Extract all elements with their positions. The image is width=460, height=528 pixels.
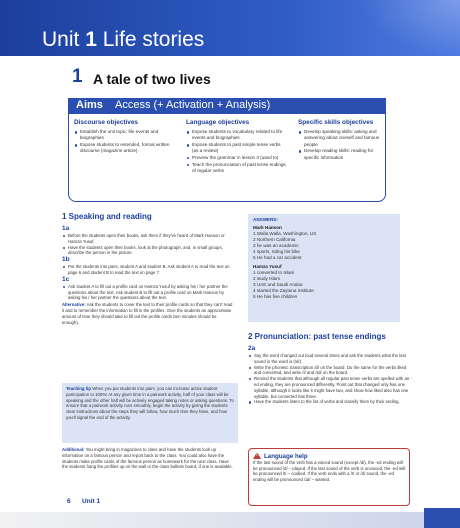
- unit-name: Life stories: [102, 28, 205, 51]
- aims-item: Expose students to extended, formal written discourse (magazine article): [74, 142, 174, 154]
- answers-person: Hamza Yusuf: [253, 264, 282, 269]
- alternative-text: Ask the students to cover the text to their profile cards so that they can't read it and to remember the information to fill in the profiles. Give the students an approximate amount of time they should take to fill out the profile cards (ten minutes should be enough).: [62, 302, 233, 325]
- footer-unit-label: Unit 1: [82, 498, 101, 505]
- answer-item: 2 Northern California: [253, 237, 296, 242]
- exercise-label: 2a: [248, 345, 256, 352]
- instruction-item: Remind the students that although all regular past tense verbs are spelled with an -ed ending, they are pronounced differently. Point out that changed only has one syllable, although it looks like it might have two, and show how liked also has one syllable, but converted has three.: [248, 376, 413, 399]
- tip-label: Teaching tip: [66, 386, 91, 391]
- answers-box: [248, 214, 400, 322]
- aims-item: Expose students to past simple tense verbs (as a review): [186, 142, 286, 154]
- answers-heading: ANSWERS:: [253, 217, 279, 222]
- instruction-item: Have the students listen to the list of verbs and classify them by their ending.: [248, 399, 413, 405]
- answer-item: 1 Walla Walla, Washington, US: [253, 231, 317, 236]
- footer-accent: [424, 508, 460, 528]
- warning-icon: [253, 452, 261, 459]
- aims-item: Expose students to vocabulary related to life events and biographies: [186, 129, 286, 141]
- aims-item: Teach the pronunciation of past tense endings of regular verbs: [186, 162, 286, 174]
- aims-column-heading: Specific skills objectives: [298, 119, 374, 126]
- aims-label: Aims: [76, 99, 103, 111]
- unit-label: Unit: [42, 28, 80, 51]
- additional-label: Additional:: [62, 447, 85, 452]
- instruction-item: Ask student A to fill out a profile card on Hamza Yusuf by asking his / her partner the questions about the text. Ask student B to fill out a profile card on Mark Hanson by asking his / her partner the questions about the text.: [62, 284, 234, 301]
- language-help-text: If the last sound of the verb has a voiced sound (except /d/), the -ed ending will be pronounced /d/ – played. If the last sound of the verb is unvoiced, the -ed will be pronounced /t/ – cooked. If the verb ends with a /t/ or /d/ sound, the -ed ending will be pronounced /ɪd/ – wanted.: [253, 459, 405, 483]
- section-title: 1 Speaking and reading: [62, 212, 152, 221]
- aims-item: Develop reading skills: reading for specific information: [298, 148, 380, 160]
- answer-item: 4 sports, riding his bike: [253, 249, 300, 254]
- aims-column-heading: Language objectives: [186, 119, 250, 126]
- aims-column-skills: [298, 120, 380, 161]
- unit-title: [42, 29, 204, 51]
- alternative-label: Alternative:: [62, 302, 86, 308]
- instruction-item: Have the students open their books, look at the photograph, and, in small groups, describe the person in the picture.: [62, 245, 234, 257]
- answer-item: 5 He had a car accident: [253, 255, 302, 260]
- section-speaking-reading: [62, 212, 234, 325]
- answers-person: Mark Hanson: [253, 225, 282, 230]
- lesson-title: A tale of two lives: [93, 71, 211, 87]
- answer-item: 1 converted to Islam: [253, 270, 295, 275]
- answer-item: 4 started the Zaytuna Institute: [253, 288, 314, 293]
- aims-column-discourse: [74, 120, 174, 155]
- instruction-item: Write the phonetic transcription /d/ on the board. Do the same for the verbs liked and converted, and write /t/ and /ɪd/ on the board.: [248, 365, 413, 377]
- additional-note: [62, 447, 234, 470]
- aims-column-heading: Discourse objectives: [74, 119, 138, 126]
- answer-item: 3 he was an academic: [253, 243, 299, 248]
- exercise-label: 1b: [62, 256, 70, 264]
- instruction-item: Before the students open their books, ask them if they've heard of Mark Hanson or Hamza Yusuf.: [62, 233, 234, 245]
- exercise-label: 1a: [62, 225, 70, 232]
- page-number: 6: [67, 498, 71, 505]
- instruction-item: Put the students into pairs, student A and student B. Ask student A to read the text on page 6 and student B to read the text on page 7.: [62, 264, 234, 276]
- aims-item: Establish the unit topic: life events and biographies: [74, 129, 174, 141]
- lesson-number: 1: [72, 66, 83, 87]
- section-pronunciation: [248, 332, 413, 405]
- answer-item: 5 He has five children: [253, 294, 298, 299]
- additional-text: You might bring in magazines to class and have the students look up information on a famous person and report back to the class. You could also have the students make profile cards of the famous person as homework for the next class. Have the students hang the profiles up on the wall or the class bulletin board, if one is available.: [62, 447, 233, 470]
- tip-text: When you put students into pairs, you can increase active student participation to 100%! At any given time in a pairwork activity, half of your class will be speaking and the other half will be actively engaged taking notes or asking questions. To ensure that a pairwork activity runs smoothly, begin the activity by giving the students clear instructions about the steps they will follow, how much time they have, and how you'll signal the end of the activity.: [66, 386, 234, 420]
- teaching-tip-box: [62, 383, 238, 443]
- exercise-label: 1c: [62, 275, 70, 283]
- alternative-note: [62, 302, 234, 325]
- language-help-heading: [253, 452, 405, 460]
- section-title: 2 Pronunciation: past tense endings: [248, 332, 386, 341]
- language-help-title: Language help: [264, 453, 308, 460]
- footer-bar: [0, 512, 460, 528]
- language-help-box: [248, 448, 410, 506]
- answer-item: 2 study Islam: [253, 276, 281, 281]
- aims-subtitle: Access (+ Activation + Analysis): [115, 99, 271, 111]
- banner-decoration: [360, 0, 460, 56]
- aims-column-language: [186, 120, 286, 175]
- answer-item: 3 UAE and Saudi Arabia: [253, 282, 303, 287]
- unit-number: 1: [85, 28, 97, 51]
- instruction-item: Say the word changed out loud several times and ask the students what the last sound in the word is (/d/).: [248, 353, 413, 365]
- aims-item: Preview the grammar in lesson 3 (used to): [186, 155, 286, 161]
- aims-item: Develop speaking skills: asking and answering about oneself and famous people: [298, 129, 380, 148]
